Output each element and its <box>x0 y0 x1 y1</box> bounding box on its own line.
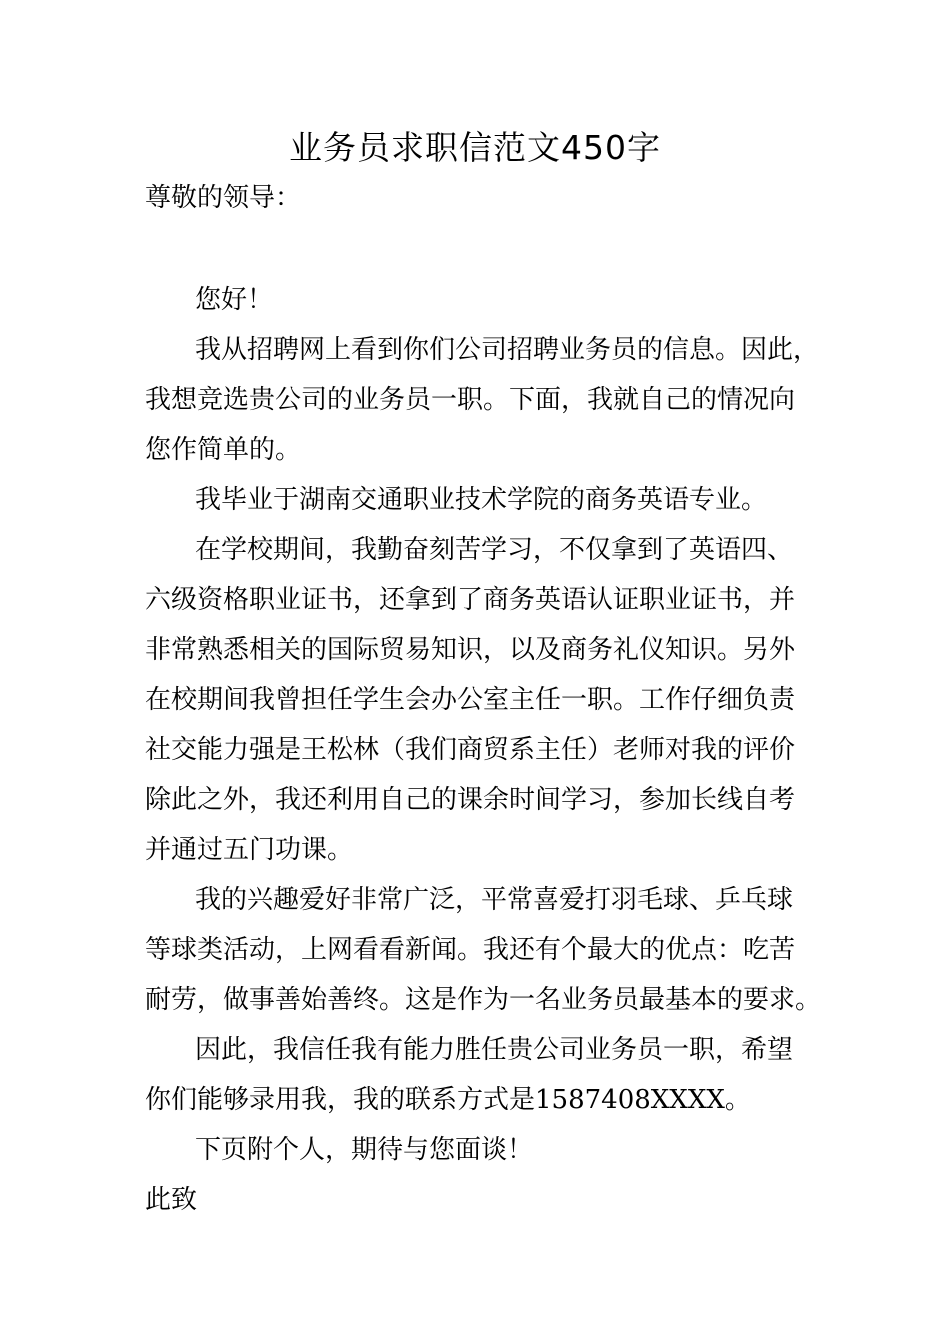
paragraph-line: 六级资格职业证书，还拿到了商务英语认证职业证书，并 <box>145 585 796 615</box>
paragraph-line: 除此之外，我还利用自己的课余时间学习，参加长线自考 <box>145 785 796 815</box>
paragraph-line: 下页附个人，期待与您面谈！ <box>195 1135 534 1165</box>
paragraph-line: 非常熟悉相关的国际贸易知识，以及商务礼仪知识。另外 <box>145 635 796 665</box>
paragraph-line: 您作简单的。 <box>145 435 302 465</box>
closing: 此致 <box>145 1185 198 1215</box>
paragraph-line: 在学校期间，我勤奋刻苦学习，不仅拿到了英语四、 <box>195 535 794 565</box>
paragraph-line: 你们能够录用我，我的联系方式是1587408XXXX。 <box>145 1085 751 1115</box>
document-title: 业务员求职信范文450字 <box>289 128 661 167</box>
paragraph-line: 并通过五门功课。 <box>145 835 354 865</box>
paragraph-line: 社交能力强是王松林（我们商贸系主任）老师对我的评价 <box>145 735 796 765</box>
paragraph-line: 我毕业于湖南交通职业技术学院的商务英语专业。 <box>195 485 768 515</box>
salutation: 尊敬的领导： <box>145 183 302 213</box>
paragraph-line: 我从招聘网上看到你们公司招聘业务员的信息。因此， <box>195 335 820 365</box>
paragraph-line: 等球类活动，上网看看新闻。我还有个最大的优点：吃苦 <box>145 935 796 965</box>
paragraph-line: 在校期间我曾担任学生会办公室主任一职。工作仔细负责 <box>145 685 796 715</box>
paragraph-line: 耐劳，做事善始善终。这是作为一名业务员最基本的要求。 <box>145 985 822 1015</box>
greeting: 您好！ <box>195 285 274 315</box>
paragraph-line: 我想竞选贵公司的业务员一职。下面，我就自己的情况向 <box>145 385 796 415</box>
paragraph-line: 我的兴趣爱好非常广泛，平常喜爱打羽毛球、乒乓球 <box>195 885 794 915</box>
paragraph-line: 因此，我信任我有能力胜任贵公司业务员一职，希望 <box>195 1035 794 1065</box>
